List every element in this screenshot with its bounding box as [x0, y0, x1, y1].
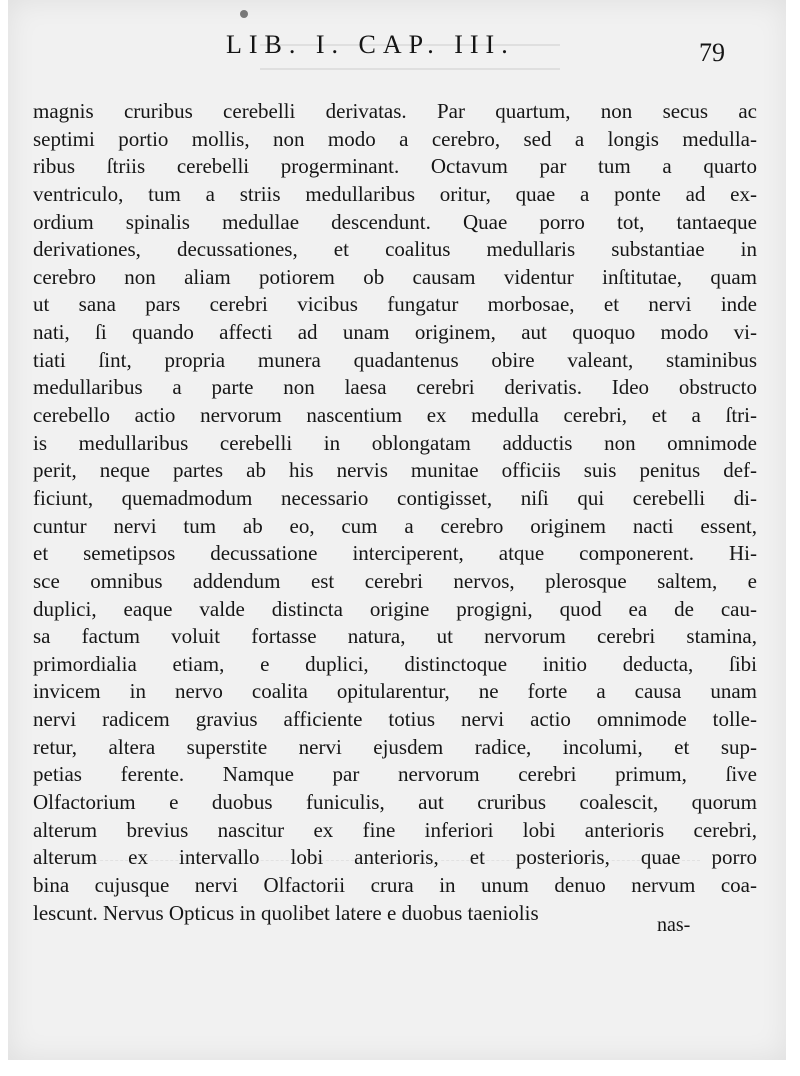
text-line: magnis cruribus cerebelli derivatas. Par quartum, non secus ac: [33, 99, 757, 123]
text-line: Olfactorium e duobus funiculis, aut cruribus coalescit, quorum: [33, 790, 757, 815]
page-number: 79: [699, 38, 725, 67]
text-line: alterum brevius nascitur ex fine inferiori lobi anterioris cerebri,: [33, 817, 757, 842]
text-line: primordialia etiam, e duplici, distinctoque initio deducta, ſibi: [33, 651, 757, 676]
text-line: duplici, eaque valde distincta origine progigni, quod ea de cau-: [33, 596, 757, 621]
text-line: perit, neque partes ab his nervis munitae officiis suis penitus def-: [33, 458, 757, 483]
text-line: ventriculo, tum a striis medullaribus oritur, quae a ponte ad ex-: [33, 181, 757, 206]
text-line: sa factum voluit fortasse natura, ut nervorum cerebri stamina,: [33, 624, 757, 649]
text-line: septimi portio mollis, non modo a cerebro, sed a longis medulla-: [33, 126, 757, 151]
catchword: nas-: [657, 914, 691, 936]
text-line: cerebello actio nervorum nascentium ex medulla cerebri, et a ſtri-: [33, 403, 757, 428]
running-title: LIB. I. CAP. III.: [226, 30, 515, 59]
body-text: [33, 98, 757, 927]
text-line: alterum ex intervallo lobi anterioris, et posterioris, quae porro: [33, 845, 757, 870]
text-line: tiati ſint, propria munera quadantenus obire valeant, staminibus: [33, 347, 757, 372]
text-line: ribus ſtriis cerebelli progerminant. Octavum par tum a quarto: [33, 154, 757, 179]
text-line: is medullaribus cerebelli in oblongatam adductis non omnimode: [33, 430, 757, 455]
text-line: petias ferente. Namque par nervorum cerebri primum, ſive: [33, 762, 757, 787]
text-line: bina cujusque nervi Olfactorii crura in unum denuo nervum coa-: [33, 872, 757, 897]
text-line: medullaribus a parte non laesa cerebri derivatis. Ideo obstructo: [33, 375, 757, 400]
text-line: retur, altera superstite nervi ejusdem radice, incolumi, et sup-: [33, 734, 757, 759]
text-line: ficiunt, quemadmodum necessario contigisset, niſi qui cerebelli di-: [33, 485, 757, 510]
ink-speck: [240, 10, 248, 18]
text-line: cerebro non aliam potiorem ob causam videntur inſtitutae, quam: [33, 264, 757, 289]
text-line: ut sana pars cerebri vicibus fungatur morbosae, et nervi inde: [33, 292, 757, 317]
text-line: ordium spinalis medullae descendunt. Quae porro tot, tantaeque: [33, 209, 757, 234]
text-line: derivationes, decussationes, et coalitus medullaris substantiae in: [33, 237, 757, 262]
text-line: et semetipsos decussatione interciperent, atque componerent. Hi-: [33, 541, 757, 566]
text-line: nati, ſi quando affecti ad unam originem, aut quoquo modo vi-: [33, 320, 757, 345]
text-line: lescunt. Nervus Opticus in quolibet latere e duobus taeniolis: [33, 900, 539, 925]
text-line: nervi radicem gravius afficiente totius nervi actio omnimode tolle-: [33, 707, 757, 732]
text-line: sce omnibus addendum est cerebri nervos, plerosque saltem, e: [33, 568, 757, 593]
text-line: invicem in nervo coalita opitularentur, ne forte a causa unam: [33, 679, 757, 704]
text-line: cuntur nervi tum ab eo, cum a cerebro originem nacti essent,: [33, 513, 757, 538]
page-edge: [786, 0, 800, 1076]
